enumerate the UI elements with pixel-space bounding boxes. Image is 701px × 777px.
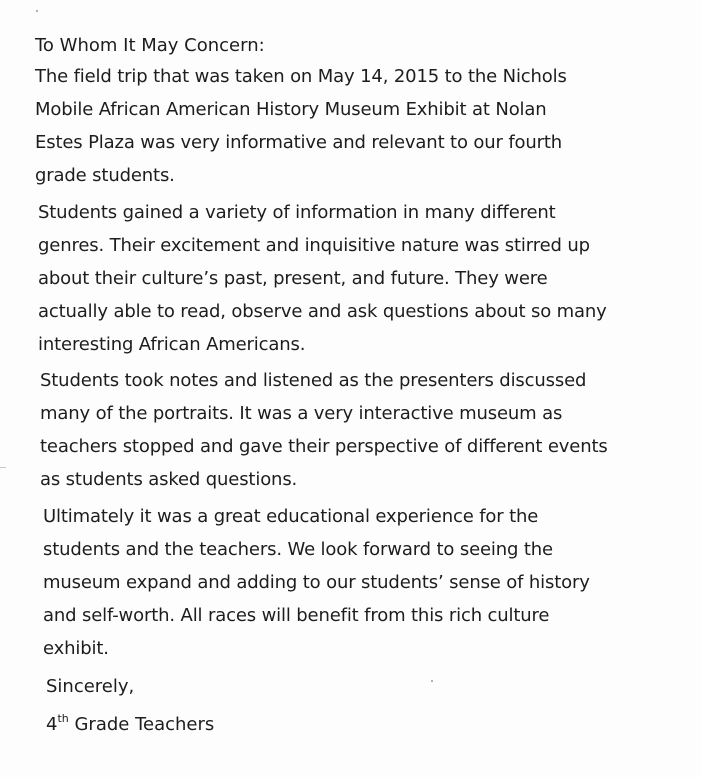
paragraph-line: Estes Plaza was very informative and relevant to our fourth: [35, 132, 563, 153]
signature-number: 4: [46, 714, 58, 735]
scan-speck: [36, 10, 38, 12]
paragraph-line: Students gained a variety of information in many different: [38, 202, 556, 223]
signature: [46, 714, 214, 736]
paragraph-line: teachers stopped and gave their perspective of different events: [40, 436, 608, 457]
paragraph-line: and self-worth. All races will benefit from this rich culture: [43, 605, 550, 626]
paragraph-line: exhibit.: [43, 638, 109, 659]
paragraph-line: grade students.: [35, 165, 175, 186]
closing: Sincerely,: [46, 676, 135, 697]
paragraph-line: actually able to read, observe and ask questions about so many: [38, 301, 607, 322]
paragraph-line: Mobile African American History Museum Exhibit at Nolan: [35, 99, 547, 120]
paragraph-line: about their culture’s past, present, and future. They were: [38, 268, 548, 289]
paragraph-line: Ultimately it was a great educational experience for the: [43, 506, 539, 527]
scan-speck: [431, 680, 433, 682]
paragraph-line: as students asked questions.: [40, 469, 298, 490]
signature-superscript: th: [57, 712, 69, 725]
paragraph-students-gained: [38, 196, 607, 361]
paragraph-ultimately: [43, 500, 590, 665]
paragraph-field-trip: [35, 60, 567, 192]
paragraph-line: Students took notes and listened as the presenters discussed: [40, 370, 587, 391]
signature-text: Grade Teachers: [68, 714, 215, 735]
paragraph-line: many of the portraits. It was a very interactive museum as: [40, 403, 563, 424]
paragraph-line: museum expand and adding to our students’ sense of history: [43, 572, 590, 593]
paragraph-notes: [40, 364, 608, 496]
paragraph-line: genres. Their excitement and inquisitive nature was stirred up: [38, 235, 590, 256]
scan-edge-mark: [0, 467, 6, 468]
paragraph-line: interesting African Americans.: [38, 334, 306, 355]
paragraph-line: students and the teachers. We look forward to seeing the: [43, 539, 553, 560]
salutation: To Whom It May Concern:: [35, 35, 265, 56]
paragraph-line: The field trip that was taken on May 14, 2015 to the Nichols: [35, 66, 567, 87]
